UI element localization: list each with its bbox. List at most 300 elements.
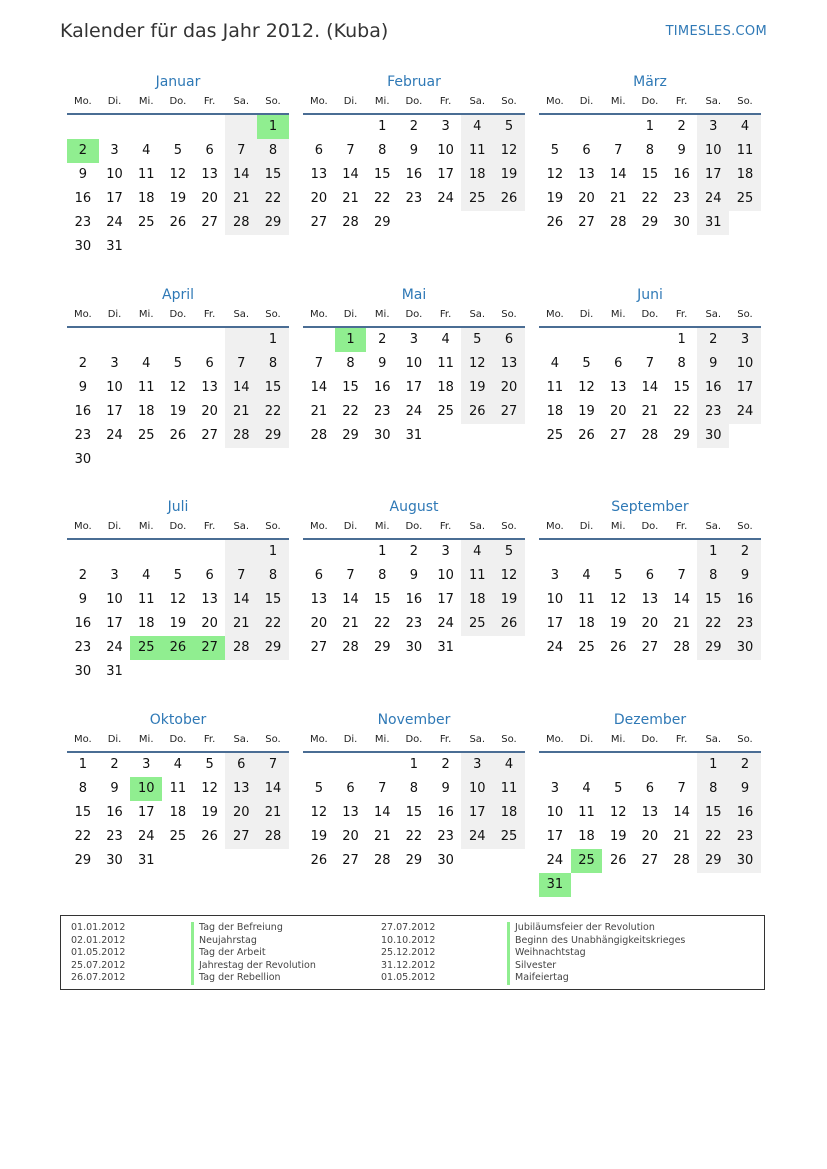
day-cell: 15 <box>74 805 92 820</box>
day-cell: 30 <box>74 664 92 679</box>
day-cell: 1 <box>378 544 387 559</box>
weekday-label: Mi. <box>610 96 626 107</box>
empty-cell <box>130 540 162 564</box>
day-cell: 14 <box>257 777 289 801</box>
day-cell: 20 <box>609 404 627 419</box>
day-cell: 1 <box>257 540 289 564</box>
weekday-label: Fr. <box>675 521 688 532</box>
weekday-label: Mo. <box>73 521 92 532</box>
day-cell: 14 <box>225 588 257 612</box>
empty-cell <box>99 115 131 139</box>
day-cell: 12 <box>461 352 493 376</box>
day-cell: 19 <box>493 588 525 612</box>
day-cell: 13 <box>641 592 659 607</box>
weekday-label: Sa. <box>469 521 486 532</box>
day-cell: 15 <box>641 167 659 182</box>
day-cell: 27 <box>578 215 595 230</box>
day-cell: 31 <box>405 428 423 443</box>
day-cell: 15 <box>342 380 359 395</box>
weekday-label: Di. <box>343 734 358 745</box>
day-cell: 30 <box>673 215 690 230</box>
weekday-label: Fr. <box>439 96 452 107</box>
month-name: Juni <box>637 287 663 303</box>
day-cell: 18 <box>546 404 564 419</box>
day-cell: 20 <box>342 829 359 844</box>
empty-cell <box>602 115 634 139</box>
empty-cell <box>335 753 367 777</box>
day-cell: 13 <box>342 805 359 820</box>
weekday-label: Sa. <box>469 309 486 320</box>
day-cell: 18 <box>137 404 155 419</box>
day-cell: 2 <box>78 568 87 583</box>
day-cell: 3 <box>110 356 119 371</box>
day-cell: 23 <box>673 191 690 206</box>
day-cell: 21 <box>310 404 328 419</box>
day-cell: 18 <box>137 191 155 206</box>
day-cell: 29 <box>697 636 729 660</box>
month-8 <box>303 496 525 660</box>
day-cell: 8 <box>257 564 289 588</box>
day-grid <box>67 540 289 684</box>
legend-name: Beginn des Unabhängigkeitskrieges <box>515 934 686 946</box>
brand-logo[interactable]: TIMESLES.COM <box>665 24 767 39</box>
empty-cell <box>602 540 634 564</box>
empty-cell <box>194 115 226 139</box>
day-cell: 10 <box>106 167 123 182</box>
day-cell: 11 <box>461 139 493 163</box>
day-cell: 12 <box>578 380 595 395</box>
day-cell: 28 <box>673 853 690 868</box>
day-cell: 28 <box>641 428 659 443</box>
day-grid <box>67 328 289 472</box>
day-cell: 10 <box>697 139 729 163</box>
day-cell: 28 <box>257 825 289 849</box>
empty-cell <box>162 540 194 564</box>
day-cell: 12 <box>493 564 525 588</box>
legend-name: Tag der Befreiung <box>199 922 283 933</box>
weekday-label: Di. <box>107 521 122 532</box>
day-cell: 23 <box>437 829 454 844</box>
day-cell: 1 <box>645 119 655 134</box>
empty-cell <box>602 753 634 777</box>
weekday-label: Fr. <box>675 734 688 745</box>
weekday-label: Mo. <box>309 309 328 320</box>
day-cell: 5 <box>173 143 183 158</box>
day-cell: 4 <box>550 356 559 371</box>
day-cell: 6 <box>645 781 655 796</box>
day-cell: 14 <box>310 380 328 395</box>
day-cell: 5 <box>582 356 591 371</box>
day-cell: 16 <box>74 616 92 631</box>
day-cell: 3 <box>550 568 559 583</box>
day-cell: 25 <box>461 612 493 636</box>
day-cell: 8 <box>645 143 655 158</box>
empty-cell <box>571 115 603 139</box>
empty-cell <box>162 115 194 139</box>
day-cell: 19 <box>310 829 328 844</box>
month-name: Juli <box>167 499 189 515</box>
holiday-day: 10 <box>130 777 162 801</box>
day-cell: 15 <box>697 588 729 612</box>
weekday-label: Mi. <box>610 521 626 532</box>
day-cell: 26 <box>546 215 564 230</box>
day-cell: 27 <box>201 215 218 230</box>
day-cell: 8 <box>697 777 729 801</box>
legend-names-left <box>199 922 316 985</box>
day-cell: 13 <box>310 592 328 607</box>
day-cell: 31 <box>437 640 454 655</box>
day-cell: 14 <box>609 167 627 182</box>
page-title: Kalender für das Jahr 2012. (Kuba) <box>60 20 389 42</box>
day-cell: 16 <box>437 805 454 820</box>
weekday-label: Mo. <box>309 734 328 745</box>
weekday-label: Sa. <box>705 96 722 107</box>
weekday-label: Do. <box>405 521 423 532</box>
month-5 <box>303 284 525 448</box>
day-cell: 7 <box>677 568 686 583</box>
day-cell: 30 <box>106 853 123 868</box>
holiday-day: 1 <box>335 328 367 352</box>
day-cell: 17 <box>106 404 123 419</box>
day-cell: 17 <box>546 616 564 631</box>
weekday-label: Di. <box>579 521 594 532</box>
day-cell: 3 <box>409 332 419 347</box>
day-cell: 22 <box>257 187 289 211</box>
weekday-label: Di. <box>107 309 122 320</box>
day-cell: 28 <box>673 640 690 655</box>
day-cell: 19 <box>609 829 627 844</box>
legend-date: 01.01.2012 <box>71 922 126 933</box>
day-cell: 15 <box>697 801 729 825</box>
day-cell: 20 <box>310 616 328 631</box>
day-cell: 5 <box>493 540 525 564</box>
day-cell: 23 <box>106 829 123 844</box>
weekday-label: Sa. <box>233 309 250 320</box>
day-cell: 12 <box>169 167 187 182</box>
day-cell: 27 <box>493 400 525 424</box>
empty-cell <box>335 540 367 564</box>
day-cell: 31 <box>106 239 123 254</box>
legend-name: Tag der Arbeit <box>199 947 266 958</box>
empty-cell <box>571 753 603 777</box>
day-cell: 10 <box>729 352 761 376</box>
empty-cell <box>571 328 603 352</box>
weekday-label: Sa. <box>705 521 722 532</box>
day-cell: 9 <box>78 167 87 182</box>
day-cell: 3 <box>697 115 729 139</box>
day-cell: 1 <box>677 332 686 347</box>
day-cell: 29 <box>257 636 289 660</box>
day-cell: 2 <box>378 332 387 347</box>
empty-cell <box>303 540 335 564</box>
weekday-label: Mi. <box>374 96 390 107</box>
day-cell: 19 <box>201 805 218 820</box>
legend-name: Maifeiertag <box>515 972 569 983</box>
day-cell: 6 <box>493 328 525 352</box>
weekday-label: Sa. <box>233 734 250 745</box>
day-cell: 8 <box>257 139 289 163</box>
day-cell: 12 <box>546 167 564 182</box>
day-cell: 20 <box>641 829 659 844</box>
month-name: Oktober <box>149 712 207 728</box>
legend-date: 26.07.2012 <box>71 972 126 983</box>
month-name: September <box>611 499 689 515</box>
weekday-label: Fr. <box>675 96 688 107</box>
legend-marker <box>507 922 510 985</box>
month-name: März <box>633 74 667 90</box>
weekday-label: Do. <box>169 734 187 745</box>
day-cell: 25 <box>437 404 454 419</box>
day-cell: 16 <box>373 380 391 395</box>
weekday-label: Di. <box>343 521 358 532</box>
day-cell: 5 <box>493 115 525 139</box>
day-cell: 4 <box>441 332 450 347</box>
month-12 <box>539 709 761 897</box>
day-cell: 14 <box>373 805 391 820</box>
day-cell: 5 <box>314 781 323 796</box>
day-cell: 22 <box>373 616 391 631</box>
day-cell: 10 <box>106 592 123 607</box>
day-cell: 27 <box>641 640 659 655</box>
weekday-label: Mo. <box>545 734 564 745</box>
legend-date: 25.12.2012 <box>381 947 436 958</box>
day-cell: 15 <box>405 805 423 820</box>
weekday-label: Do. <box>169 309 187 320</box>
day-cell: 26 <box>493 187 525 211</box>
weekday-label: So. <box>265 96 281 107</box>
day-cell: 2 <box>729 540 761 564</box>
day-cell: 9 <box>441 781 450 796</box>
day-grid <box>67 115 289 259</box>
legend-date: 10.10.2012 <box>381 934 436 946</box>
day-cell: 26 <box>493 612 525 636</box>
day-cell: 26 <box>461 400 493 424</box>
weekday-label: Di. <box>343 96 358 107</box>
day-cell: 3 <box>441 119 450 134</box>
day-cell: 5 <box>614 781 623 796</box>
day-cell: 22 <box>641 191 659 206</box>
weekday-label: So. <box>737 734 753 745</box>
day-cell: 26 <box>169 215 187 230</box>
day-cell: 20 <box>225 801 257 825</box>
empty-cell <box>67 115 99 139</box>
day-cell: 18 <box>169 805 187 820</box>
day-cell: 15 <box>673 380 690 395</box>
weekday-label: Sa. <box>469 734 486 745</box>
empty-cell <box>225 115 257 139</box>
day-cell: 27 <box>641 853 659 868</box>
day-cell: 14 <box>641 380 659 395</box>
day-cell: 23 <box>405 191 423 206</box>
month-2 <box>303 71 525 235</box>
day-cell: 26 <box>609 640 627 655</box>
day-cell: 20 <box>201 616 218 631</box>
legend-date: 25.07.2012 <box>71 959 126 971</box>
day-cell: 2 <box>110 757 119 772</box>
empty-cell <box>67 540 99 564</box>
month-name: November <box>377 712 451 728</box>
day-cell: 31 <box>106 664 123 679</box>
month-name: April <box>162 287 194 303</box>
month-7 <box>67 496 289 684</box>
legend-marker <box>191 922 194 985</box>
legend-date: 31.12.2012 <box>381 959 436 971</box>
weekday-label: Mo. <box>545 309 564 320</box>
day-cell: 9 <box>78 380 87 395</box>
day-cell: 7 <box>378 781 387 796</box>
day-cell: 7 <box>225 139 257 163</box>
day-cell: 25 <box>169 829 187 844</box>
weekday-label: So. <box>501 734 517 745</box>
day-cell: 9 <box>677 143 686 158</box>
weekday-header <box>303 306 525 328</box>
day-cell: 17 <box>405 380 423 395</box>
day-cell: 20 <box>578 191 595 206</box>
day-cell: 9 <box>697 352 729 376</box>
day-cell: 8 <box>378 143 387 158</box>
day-cell: 19 <box>169 404 187 419</box>
legend-name: Tag der Rebellion <box>199 972 281 983</box>
day-cell: 30 <box>729 849 761 873</box>
weekday-header <box>303 93 525 115</box>
day-cell: 18 <box>729 163 761 187</box>
weekday-label: Do. <box>641 521 659 532</box>
empty-cell <box>99 540 131 564</box>
month-6 <box>539 284 761 448</box>
day-cell: 13 <box>578 167 595 182</box>
day-cell: 6 <box>314 568 323 583</box>
weekday-label: Fr. <box>203 734 216 745</box>
day-cell: 24 <box>729 400 761 424</box>
day-cell: 29 <box>697 849 729 873</box>
day-cell: 4 <box>729 115 761 139</box>
weekday-header <box>539 731 761 753</box>
weekday-header <box>303 731 525 753</box>
legend-date: 01.05.2012 <box>381 972 436 983</box>
weekday-label: Mo. <box>73 309 92 320</box>
day-cell: 19 <box>461 376 493 400</box>
day-cell: 21 <box>225 400 257 424</box>
day-cell: 29 <box>373 640 391 655</box>
day-cell: 9 <box>409 143 419 158</box>
day-cell: 23 <box>729 612 761 636</box>
weekday-label: Mo. <box>545 96 564 107</box>
day-cell: 21 <box>342 191 359 206</box>
day-cell: 21 <box>609 191 627 206</box>
day-cell: 20 <box>641 616 659 631</box>
day-cell: 7 <box>257 753 289 777</box>
weekday-label: Mo. <box>309 521 328 532</box>
empty-cell <box>366 753 398 777</box>
day-cell: 16 <box>106 805 123 820</box>
day-cell: 28 <box>342 215 359 230</box>
day-cell: 11 <box>137 167 155 182</box>
legend-date: 02.01.2012 <box>71 934 126 946</box>
day-cell: 4 <box>142 356 151 371</box>
day-grid <box>539 115 761 235</box>
day-cell: 15 <box>373 167 391 182</box>
day-cell: 5 <box>173 356 183 371</box>
day-cell: 27 <box>201 428 218 443</box>
day-cell: 29 <box>673 428 690 443</box>
holiday-day: 1 <box>257 115 289 139</box>
day-cell: 9 <box>378 356 387 371</box>
empty-cell <box>194 540 226 564</box>
day-cell: 14 <box>225 376 257 400</box>
day-cell: 14 <box>342 592 359 607</box>
day-cell: 11 <box>461 564 493 588</box>
day-cell: 7 <box>225 564 257 588</box>
day-cell: 30 <box>74 452 92 467</box>
day-cell: 30 <box>405 640 423 655</box>
day-cell: 2 <box>697 328 729 352</box>
day-cell: 16 <box>729 588 761 612</box>
day-cell: 24 <box>106 428 123 443</box>
day-cell: 13 <box>493 352 525 376</box>
month-4 <box>67 284 289 472</box>
day-cell: 28 <box>342 640 359 655</box>
day-cell: 16 <box>74 191 92 206</box>
day-cell: 22 <box>342 404 359 419</box>
day-cell: 24 <box>437 616 454 631</box>
weekday-label: Do. <box>405 309 423 320</box>
empty-cell <box>666 753 698 777</box>
day-cell: 27 <box>609 428 627 443</box>
day-cell: 21 <box>257 801 289 825</box>
day-grid <box>539 753 761 897</box>
day-cell: 9 <box>729 564 761 588</box>
day-cell: 1 <box>697 753 729 777</box>
day-cell: 24 <box>546 640 564 655</box>
day-cell: 25 <box>493 825 525 849</box>
day-cell: 7 <box>346 143 355 158</box>
day-cell: 26 <box>609 853 627 868</box>
day-cell: 5 <box>205 757 214 772</box>
day-cell: 7 <box>645 356 655 371</box>
day-cell: 22 <box>373 191 391 206</box>
day-cell: 10 <box>437 143 454 158</box>
weekday-label: Fr. <box>203 521 216 532</box>
day-cell: 23 <box>405 616 423 631</box>
weekday-label: Do. <box>641 309 659 320</box>
month-name: Februar <box>387 74 441 90</box>
day-cell: 9 <box>409 568 419 583</box>
day-cell: 25 <box>137 428 155 443</box>
day-cell: 10 <box>106 380 123 395</box>
weekday-label: So. <box>737 521 753 532</box>
day-cell: 10 <box>437 568 454 583</box>
legend-name: Jubiläumsfeier der Revolution <box>515 922 655 933</box>
day-cell: 29 <box>257 211 289 235</box>
day-cell: 7 <box>677 781 686 796</box>
weekday-label: Di. <box>107 96 122 107</box>
day-cell: 12 <box>169 380 187 395</box>
weekday-label: So. <box>501 309 517 320</box>
day-cell: 30 <box>697 424 729 448</box>
month-9 <box>539 496 761 660</box>
day-cell: 28 <box>225 636 257 660</box>
day-cell: 17 <box>137 805 155 820</box>
weekday-header <box>539 518 761 540</box>
day-cell: 24 <box>405 404 423 419</box>
day-cell: 14 <box>673 592 690 607</box>
weekday-label: So. <box>501 96 517 107</box>
empty-cell <box>571 540 603 564</box>
day-cell: 17 <box>546 829 564 844</box>
empty-cell <box>225 328 257 352</box>
day-cell: 21 <box>225 612 257 636</box>
day-cell: 2 <box>78 356 87 371</box>
